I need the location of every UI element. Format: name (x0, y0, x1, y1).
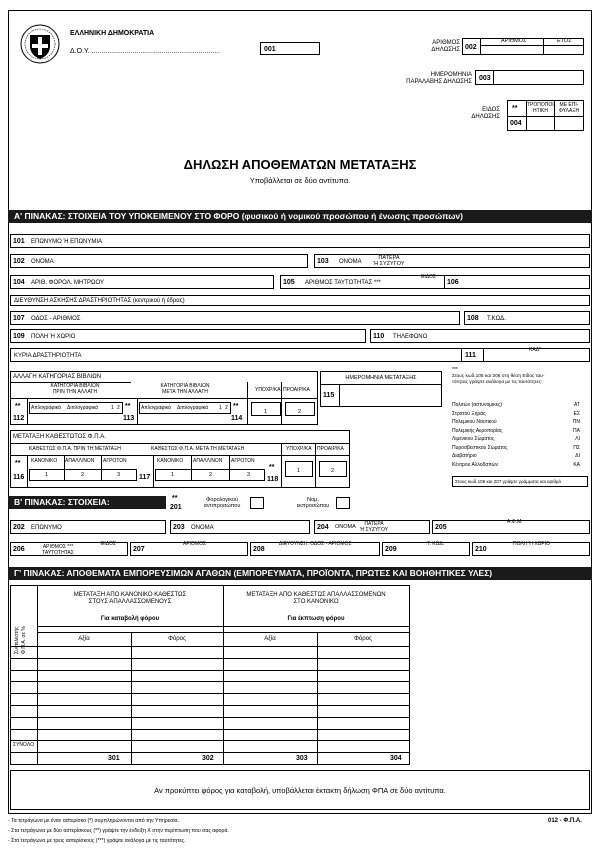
code-001-box[interactable] (260, 42, 320, 55)
table-row[interactable] (11, 693, 409, 705)
code-209: 209 (385, 546, 397, 553)
kat-meta-1: ΚΑΤΗΓΟΡΙΑ ΒΙΒΛΙΩΝ (160, 383, 210, 389)
eidos-105: ΕΙΔΟΣ (421, 274, 436, 280)
code-003-box[interactable] (475, 70, 584, 85)
eidos-label-2: ΔΗΛΩΣΗΣ (471, 114, 500, 120)
code-112: 112 (13, 415, 25, 422)
label-111: ΚΥΡΙΑ ΔΡΑΣΤΗΡΙΟΤΗΤΑ (14, 353, 82, 359)
code-107: 107 (13, 315, 25, 322)
inventory-rows (11, 646, 409, 764)
label-208: ΔΙΕΥΘΥΝΣΗ: ΟΔΟΣ - ΑΡΙΘΜΟΣ (279, 541, 352, 547)
doy-field[interactable]: Δ.Ο.Υ. .................................................................. (70, 48, 221, 55)
apallagon-meta: ΑΠΑΛΛ/ΝΩΝ (193, 458, 223, 464)
star-112: ** (15, 403, 21, 410)
code-204: 204 (317, 524, 329, 531)
proair-label: ΠΡΟΑΙΡ/ΚΑ (283, 387, 310, 393)
label-105: ΑΡΙΘΜΟΣ ΤΑΥΤΟΤΗΤΑΣ *** (305, 280, 381, 286)
proair-2: 2 (298, 409, 302, 415)
label-204-patera (357, 521, 391, 533)
patera-204: ΠΑΤΕΡΑ (364, 521, 384, 527)
field-203[interactable] (170, 520, 310, 534)
star-116: ** (15, 460, 21, 467)
field-102[interactable] (10, 254, 308, 268)
code-114: 114 (231, 415, 243, 422)
star-201: ** (172, 495, 178, 502)
country-label: ΕΛΛΗΝΙΚΗ ΔΗΜΟΚΡΑΤΙΑ (70, 30, 155, 37)
id-type-code: ΠΑ (573, 427, 580, 434)
code-103: 103 (317, 258, 329, 265)
tropo-2: ΗΤΙΚΗ (533, 108, 548, 114)
code-105: 105 (283, 279, 295, 286)
arithmos-dilosis-label (420, 40, 460, 54)
code-109: 109 (13, 333, 25, 340)
date-metataxis-label: ΗΜΕΡΟΜΗΝΙΑ ΜΕΤΑΤΑΞΗΣ (345, 375, 417, 381)
eidos-label-1: ΕΙΔΟΣ (482, 107, 500, 113)
section-c-heading: Γ' ΠΙΝΑΚΑΣ: ΑΠΟΘΕΜΑΤΑ ΕΜΠΟΡΕΥΣΙΜΩΝ ΑΓΑΘΩΝ (ΕΜΠΟΡΕΥΜΑΤΑ, ΠΡΟΪΟΝΤΑ, ΠΡΩΤΕΣ ΚΑΙ ΒΟΗΘΗΤΙΚΕΣ ΥΛΕΣ) (8, 567, 592, 580)
id-type-name: Πυροσβεστικού Σώματος (452, 444, 508, 451)
field-101[interactable] (10, 234, 590, 248)
table-row[interactable] (11, 658, 409, 670)
id-type-row (452, 428, 580, 434)
id-type-row (452, 402, 580, 408)
section-b-heading: Β' ΠΙΝΑΚΑΣ: ΣΤΟΙΧΕΙΑ: (8, 496, 166, 509)
footer-note-3: - Στα τετράγωνα με τρεις αστερίσκους (***) γράψτε ανάλογα με τις ταυτότητες. (8, 838, 186, 844)
id-type-row (452, 419, 580, 425)
notes-line-2: τότητας γράψτε ανάλογα με τις ταυτότητες: (452, 380, 543, 385)
fpa-ypoxr-label: ΥΠΟΧΡ/ΚΑ (286, 446, 312, 452)
id-type-name: Κέντρου Αλλοδαπών (452, 461, 499, 468)
id-type-row (452, 436, 580, 442)
label-107: ΟΔΟΣ - ΑΡΙΘΜΟΣ (31, 316, 81, 322)
code-001: 001 (264, 46, 276, 53)
kat-prin-1: ΚΑΤΗΓΟΡΙΑ ΒΙΒΛΙΩΝ (50, 383, 100, 389)
axia-left-header: Αξία (78, 636, 90, 642)
fpa-meta-label: ΚΑΘΕΣΤΩΣ Φ.Π.Α. ΜΕΤΑ ΤΗ ΜΕΤΑΤΑΞΗ (151, 446, 245, 452)
code-206: 206 (13, 546, 25, 553)
code-304: 304 (390, 755, 402, 762)
date-metataxis-block[interactable] (320, 371, 442, 407)
code-301: 301 (108, 755, 120, 762)
label-110: ΤΗΛΕΦΩΝΟ (393, 334, 428, 340)
forol-antiprosopou-label (194, 497, 250, 509)
right-panel-subtitle: Για έκπτωση φόρου (287, 616, 345, 622)
epif-2: ΦΥΛΑΞΗ (558, 108, 580, 114)
label-101: ΕΠΩΝΥΜΟ Ή ΕΠΩΝΥΜΙΑ (31, 239, 103, 245)
forol-1: Φορολογικού (206, 497, 238, 503)
id-type-row (452, 445, 580, 451)
id-type-name: Πολεμικής Αεροπορίας (452, 427, 503, 434)
eidos-dilosis-label (460, 107, 500, 121)
form-code: 012 - Φ.Π.Α. (548, 818, 582, 824)
fpa-meta-1: 1 (171, 472, 175, 478)
fpa-prin-label: ΚΑΘΕΣΤΩΣ Φ.Π.Α. ΠΡΙΝ ΤΗ ΜΕΤΑΤΑΞΗ (29, 446, 121, 452)
field-111[interactable] (10, 348, 590, 362)
code-302: 302 (202, 755, 214, 762)
table-row[interactable] (11, 681, 409, 693)
left-panel-title (37, 592, 223, 606)
id-type-row (452, 411, 580, 417)
nom-ekprosopou-label (290, 497, 336, 509)
star-113: ** (125, 403, 131, 410)
date-label-2: ΠΑΡΑΛΑΒΗΣ ΔΗΛΩΣΗΣ (406, 79, 472, 85)
syzygou-103: Ή ΣΥΖΥΓΟΥ (373, 261, 405, 267)
code-115: 115 (323, 392, 335, 399)
id-type-name: Διαβατήριο (452, 453, 477, 459)
meta-2: 2 (225, 405, 228, 411)
diplografika-meta: Διπλογραφικά (177, 405, 209, 411)
aplografika-meta: Απλογραφικά (141, 405, 171, 411)
right-title-2: ΣΤΟ ΚΑΝΟΝΙΚΟ (293, 599, 339, 605)
id-type-name: Λιμενικού Σώματος (452, 436, 495, 442)
code-004-box[interactable] (507, 100, 584, 131)
field-108[interactable] (464, 311, 590, 325)
date-receipt-label (390, 72, 472, 86)
field-206[interactable] (10, 542, 128, 556)
nom-2: εκπροσώπου (296, 503, 330, 509)
code-117: 117 (139, 474, 151, 481)
footer-note-1: - Τα τετράγωνα με έναν αστερίσκο (*) συμπληρώνονται από την Υπηρεσία. (8, 818, 179, 824)
label-203: ΟΝΟΜΑ (191, 525, 214, 531)
code-208: 208 (253, 546, 265, 553)
fpa-ypoxr-1: 1 (297, 468, 301, 474)
field-107[interactable] (10, 311, 460, 325)
field-207[interactable] (130, 542, 248, 556)
code-202: 202 (13, 524, 25, 531)
tropopoiitiki-label (527, 102, 554, 114)
label-109: ΠΟΛΗ Ή ΧΩΡΙΟ (31, 334, 76, 340)
right-title-1: ΜΕΤΑΤΑΞΗ ΑΠΟ ΚΑΘΕΣΤΩΣ ΑΠΑΛΛΑΣΣΟΜΕΝΩΝ (246, 592, 386, 598)
fpa-heading: ΜΕΤΑΤΑΞΗ ΚΑΘΕΣΤΩΤΟΣ Φ.Π.Α. (13, 434, 106, 440)
code-110: 110 (373, 333, 385, 340)
code-104: 104 (13, 279, 25, 286)
nom-1: Νομ. (307, 497, 319, 503)
section-a-heading: Α' ΠΙΝΑΚΑΣ: ΣΤΟΙΧΕΙΑ ΤΟΥ ΥΠΟΚΕΙΜΕΝΟΥ ΣΤΟ ΦΟΡΟ (φυσικού ή νομικού προσώπου ή ένωσης προσώπων) (8, 210, 592, 223)
code-203: 203 (173, 524, 185, 531)
label-103: ΟΝΟΜΑ (339, 259, 362, 265)
id-type-code: ΔΙ (575, 453, 580, 459)
id-type-code: ΚΑ (573, 461, 580, 468)
table-row[interactable] (11, 729, 409, 741)
address-heading-text: ΔΙΕΥΘΥΝΣΗ ΑΣΚΗΣΗΣ ΔΡΑΣΤΗΡΙΟΤΗΤΑΣ (κεντρικού ή έδρας) (14, 298, 185, 304)
arithmos-207: ΑΡΙΘΜΟΣ (183, 541, 207, 547)
afm-label: Α.Φ.Μ. (507, 519, 523, 525)
diplografika-prin: Διπλογραφικά (67, 405, 99, 411)
star-004: ** (512, 105, 518, 112)
id-type-name: Στρατού Ξηράς (452, 410, 486, 417)
left-title-1: ΜΕΤΑΤΑΞΗ ΑΠΟ ΚΑΝΟΝΙΚΟ ΚΑΘΕΣΤΩΣ (73, 592, 187, 598)
field-204[interactable] (314, 520, 430, 534)
label-104: ΑΡΙΘ. ΦΟΡΟΛ. ΜΗΤΡΩΟΥ (31, 280, 104, 286)
kat-prin-2: ΠΡΙΝ ΤΗΝ ΑΛΛΑΓΗ (52, 389, 98, 395)
code-111: 111 (465, 352, 476, 359)
address-heading (10, 295, 590, 306)
field-109[interactable] (10, 329, 366, 343)
fpa-prin-1: 1 (45, 472, 49, 478)
allagi-heading: ΑΛΛΑΓΗ ΚΑΤΗΓΟΡΙΑΣ ΒΙΒΛΙΩΝ (13, 374, 102, 380)
tropo-1: ΤΡΟΠΟΠΟΙ- (527, 102, 556, 108)
syzygou-204: Ή ΣΥΖΥΓΟΥ (359, 527, 389, 533)
fpa-prin-2: 2 (81, 472, 85, 478)
code-108: 108 (467, 315, 479, 322)
label-102: ΟΝΟΜΑ (31, 259, 54, 265)
id-type-row (452, 462, 580, 468)
etos-column: ΕΤΟΣ (557, 38, 572, 44)
code-205: 205 (435, 524, 447, 531)
poli-210: ΠΟΛΗ Ή ΧΩΡΙΟ (513, 541, 551, 547)
id-type-code: ΠΣ (573, 444, 580, 451)
right-panel-title (223, 592, 409, 606)
id-notes-block (452, 368, 590, 488)
notes-footer-box (452, 476, 588, 487)
code-002-box[interactable] (462, 38, 584, 55)
kanoniko-prin: ΚΑΝΟΝΙΚΟ (31, 458, 58, 464)
code-102: 102 (13, 258, 25, 265)
tkod-209: Τ. ΚΩΔ. (427, 541, 445, 547)
ypoxr-1: 1 (264, 409, 268, 415)
notes-footer: Στους κωδ.106 και 207 γράψτε γράμματα και αριθμό (455, 479, 562, 484)
id-type-code: ΠΝ (572, 419, 580, 425)
arithmos-label-1: ΑΡΙΘΜΟΣ (432, 40, 460, 46)
table-row[interactable] (11, 646, 409, 658)
code-210: 210 (475, 546, 487, 553)
star-114: ** (233, 403, 239, 410)
forol-antiprosopou-checkbox[interactable] (250, 497, 264, 509)
total-label: ΣΥΝΟΛΟ (13, 742, 34, 748)
star-118: ** (269, 464, 275, 471)
page-subtitle: Υποβάλλεται σε δύο αντίτυπα. (249, 176, 351, 185)
allagi-block (10, 371, 318, 425)
notes-line-1: Στους κωδ.105 και 206 στη θέση Είδος ταυ- (452, 374, 545, 379)
code-113: 113 (123, 415, 135, 422)
left-panel-subtitle: Για καταβολή φόρου (100, 616, 160, 622)
fpa-proair-2: 2 (331, 468, 335, 474)
ypoxr-label: ΥΠΟΧΡ/ΚΑ (255, 387, 281, 393)
apallagon-prin: ΑΠΑΛΛ/ΝΩΝ (65, 458, 95, 464)
label-206-1: ΑΡΙΘΜΟΣ *** (42, 544, 74, 550)
id-type-name: Πολεμικού Ναυτικού (452, 419, 497, 425)
side-label-2: Φ.Π.Α. σε % (21, 626, 27, 654)
code-116: 116 (13, 474, 25, 481)
fpa-prin-3: 3 (117, 472, 121, 478)
field-104[interactable] (10, 275, 274, 289)
coat-of-arms-logo (20, 24, 60, 64)
label-202: ΕΠΩΝΥΜΟ (31, 525, 62, 531)
side-label-1: Συντελεστής (14, 626, 20, 654)
eidos-206: ΕΙΔΟΣ (101, 541, 116, 547)
id-type-name: Πολιτών (αστυνομικές) (452, 402, 503, 408)
total-codes (10, 753, 410, 765)
tax-notice-text: Αν προκύπτει φόρος για καταβολή, υποβάλλεται έκτακτη δήλωση ΦΠΑ σε δύο αντίτυπα. (154, 786, 446, 795)
nom-ekprosopou-checkbox[interactable] (336, 497, 350, 509)
table-row[interactable] (11, 740, 409, 752)
forol-2: αντιπροσώπου (203, 503, 241, 509)
prin-2: 2 (117, 405, 120, 411)
agroton-meta: ΑΓΡΟΤΩΝ (231, 458, 255, 464)
left-title-2: ΣΤΟΥΣ ΑΠΑΛΛΑΣΣΟΜΕΝΟΥΣ (88, 599, 172, 605)
table-row[interactable] (11, 717, 409, 729)
kat-meta-2: ΜΕΤΑ ΤΗΝ ΑΛΛΑΓΗ (162, 389, 208, 395)
table-row[interactable] (11, 705, 409, 717)
fpa-block (10, 430, 350, 488)
kad-label: ΚΑΔ* (529, 347, 541, 353)
patera-103: ΠΑΤΕΡΑ (378, 255, 400, 261)
me-epifylaxi-label (555, 102, 583, 114)
code-118: 118 (267, 476, 279, 483)
id-type-code: ΕΣ (573, 410, 580, 417)
foros-left-header: Φόρος (168, 636, 186, 642)
footer-note-2: - Στα τετράγωνα με δύο αστερίσκους (**) γράψτε την ένδειξη Χ στην περίπτωση που σας αφορά. (8, 828, 229, 834)
code-303: 303 (296, 755, 308, 762)
field-209[interactable] (382, 542, 470, 556)
field-210[interactable] (472, 542, 590, 556)
code-201: 201 (170, 504, 182, 511)
label-206 (33, 544, 83, 556)
code-106: 106 (447, 279, 459, 286)
aplografika-prin: Απλογραφικά (31, 405, 61, 411)
code-002: 002 (465, 44, 477, 51)
code-207: 207 (133, 546, 145, 553)
notes-stars: *** (452, 367, 458, 373)
code-101: 101 (13, 238, 25, 245)
field-103[interactable] (314, 254, 590, 268)
foros-right-header: Φόρος (354, 636, 372, 642)
fpa-meta-2: 2 (209, 472, 213, 478)
meta-1: 1 (219, 405, 222, 411)
field-208[interactable] (250, 542, 380, 556)
epif-1: ΜΕ ΕΠΙ- (559, 102, 579, 108)
label-206-2: ΤΑΥΤΟΤΗΤΑΣ (42, 550, 74, 556)
code-003: 003 (479, 75, 491, 82)
field-205[interactable] (432, 520, 590, 534)
fpa-meta-3: 3 (247, 472, 251, 478)
agroton-prin: ΑΓΡΟΤΩΝ (103, 458, 127, 464)
label-204: ΟΝΟΜΑ (335, 524, 356, 530)
kanoniko-meta: ΚΑΝΟΝΙΚΟ (157, 458, 184, 464)
axia-right-header: Αξία (264, 636, 276, 642)
field-110[interactable] (370, 329, 590, 343)
field-202[interactable] (10, 520, 166, 534)
inventory-table (10, 585, 410, 765)
date-label-1: ΗΜΕΡΟΜΗΝΙΑ (430, 72, 472, 78)
kat-meta-label (135, 383, 235, 395)
id-type-code: ΛΙ (575, 436, 580, 442)
fpa-proair-label: ΠΡΟΑΙΡ/ΚΑ (317, 446, 344, 452)
label-103-patera (371, 255, 407, 267)
label-108: Τ.ΚΩΔ. (487, 316, 506, 322)
arithmos-column: ΑΡΙΘΜΟΣ (501, 38, 527, 44)
field-105[interactable] (280, 275, 590, 289)
arithmos-label-2: ΔΗΛΩΣΗΣ (431, 47, 460, 53)
page-title: ΔΗΛΩΣΗ ΑΠΟΘΕΜΑΤΩΝ ΜΕΤΑΤΑΞΗΣ (183, 157, 417, 172)
tax-notice-box (10, 770, 590, 810)
code-004: 004 (510, 120, 522, 127)
id-type-row (452, 453, 580, 459)
kat-prin-label (25, 383, 125, 395)
id-type-code: ΑΤ (573, 402, 580, 408)
table-row[interactable] (11, 670, 409, 682)
prin-1: 1 (111, 405, 114, 411)
